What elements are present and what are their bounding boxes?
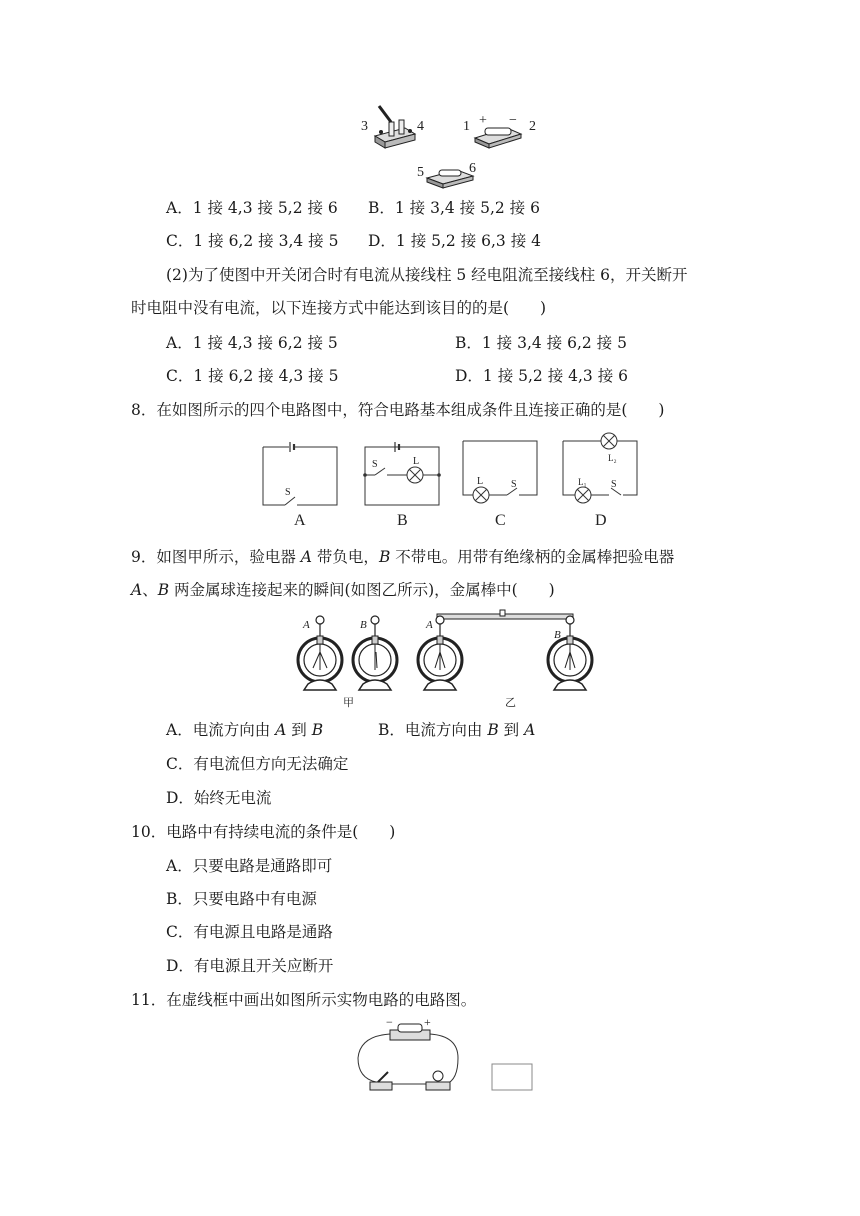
q9-option-b (378, 720, 535, 740)
circuit-d-switch-label: S (611, 479, 617, 490)
q7-part1-option-a: A．1 接 4,3 接 5,2 接 6 (166, 199, 338, 217)
q7-part2-option-d: D．1 接 5,2 接 4,3 接 6 (455, 367, 629, 385)
circuit-b (365, 442, 439, 505)
option-var: B (487, 721, 499, 739)
answer-box[interactable] (492, 1064, 532, 1090)
circuit-c-switch-label: S (511, 479, 517, 490)
jia-label-a: A (303, 619, 310, 631)
q9-option-d: D．始终无电流 (166, 789, 272, 807)
q9-stem-var-b: B (378, 548, 391, 566)
figure-jia-caption: 甲 (343, 697, 354, 709)
q7-part2-option-c: C．1 接 6,2 接 4,3 接 5 (166, 367, 339, 385)
q7-part2-option-b: B．1 接 3,4 接 6,2 接 5 (455, 334, 627, 352)
option-var: B (311, 721, 324, 739)
q9-stem-text: 带负电， (312, 548, 379, 566)
circuit-a (263, 442, 337, 505)
q9-stem-text: 9．如图甲所示，验电器 (131, 548, 301, 566)
battery-minus-label: − (386, 1015, 393, 1029)
q9-stem-text: 、 (142, 581, 158, 599)
option-text: A．电流方向由 (166, 721, 276, 739)
option-text: 到 (286, 721, 312, 739)
jia-label-b: B (360, 619, 367, 631)
q9-stem-line2 (131, 580, 555, 600)
q10-option-b: B．只要电路中有电源 (166, 890, 317, 908)
q9-option-a (166, 720, 323, 740)
circuit-d-lamp1-label: L₁ (578, 477, 587, 487)
q11-physical-circuit-figure (350, 1015, 540, 1098)
q9-stem-line1 (131, 547, 674, 567)
q9-stem-var-b: B (157, 581, 170, 599)
circuit-a-caption: A (294, 512, 306, 529)
terminal-label-2: 2 (529, 119, 536, 134)
terminal-label-4: 4 (417, 119, 424, 134)
figure-yi-caption: 乙 (505, 697, 516, 709)
q7-part2-stem-line1: (2)为了使图中开关闭合时有电流从接线柱 5 经电阻流至接线柱 6，开关断开 (166, 266, 688, 284)
battery-plus-label: + (479, 113, 487, 128)
q11-stem: 11．在虚线框中画出如图所示实物电路的电路图。 (131, 991, 477, 1009)
terminal-label-5: 5 (417, 165, 424, 180)
q7-part1-option-c: C．1 接 6,2 接 3,4 接 5 (166, 232, 339, 250)
circuit-c-caption: C (495, 512, 506, 529)
q8-circuit-figure (255, 435, 645, 530)
q9-stem-var-a: A (131, 581, 143, 599)
q10-option-c: C．有电源且电路是通路 (166, 923, 333, 941)
resistor-icon (427, 170, 473, 188)
option-text: 到 (498, 721, 525, 739)
q8-stem: 8．在如图所示的四个电路图中，符合电路基本组成条件且连接正确的是( ) (131, 401, 665, 419)
knife-switch-icon (375, 106, 415, 148)
q7-part2-option-a: A．1 接 4,3 接 6,2 接 5 (166, 334, 338, 352)
q7-part1-option-b: B．1 接 3,4 接 5,2 接 6 (368, 199, 540, 217)
option-var: A (524, 721, 536, 739)
q9-stem-text: 不带电。用带有绝缘柄的金属棒把验电器 (390, 548, 675, 566)
lamp-icon (426, 1071, 450, 1090)
battery-plus-label: + (424, 1015, 431, 1029)
q7-part1-option-d: D．1 接 5,2 接 6,3 接 4 (368, 232, 542, 250)
circuit-b-switch-label: S (372, 459, 378, 470)
q10-stem: 10．电路中有持续电流的条件是( ) (131, 823, 396, 841)
yi-label-b: B (554, 629, 561, 641)
circuit-b-lamp-label: L (413, 456, 420, 467)
circuit-a-switch-label: S (285, 487, 291, 498)
electroscope-yi-b (548, 616, 592, 690)
q9-option-c: C．有电流但方向无法确定 (166, 755, 349, 773)
terminal-label-3: 3 (361, 119, 368, 134)
terminal-label-6: 6 (469, 161, 476, 176)
q7-terminal-figure (355, 100, 545, 190)
q10-option-a: A．只要电路是通路即可 (166, 857, 333, 875)
q9-stem-text: 两金属球连接起来的瞬间(如图乙所示)，金属棒中( ) (169, 581, 555, 599)
electroscope-yi-a (418, 616, 462, 690)
option-var: A (275, 721, 287, 739)
option-text: B．电流方向由 (378, 721, 488, 739)
q9-electroscope-figure (295, 610, 605, 710)
yi-label-a: A (426, 619, 433, 631)
circuit-b-caption: B (397, 512, 408, 529)
circuit-c-lamp-label: L (477, 476, 484, 487)
battery-minus-label: − (509, 113, 517, 128)
circuit-d-caption: D (595, 512, 607, 529)
q10-option-d: D．有电源且开关应断开 (166, 957, 334, 975)
terminal-label-1: 1 (463, 119, 470, 134)
q9-stem-var-a: A (300, 548, 312, 566)
circuit-d-lamp2-label: L₂ (608, 453, 617, 463)
circuit-c (463, 441, 537, 503)
battery-icon (475, 128, 521, 148)
q7-part2-stem-line2: 时电阻中没有电流，以下连接方式中能达到该目的的是( ) (131, 299, 547, 317)
circuit-d (563, 433, 637, 503)
